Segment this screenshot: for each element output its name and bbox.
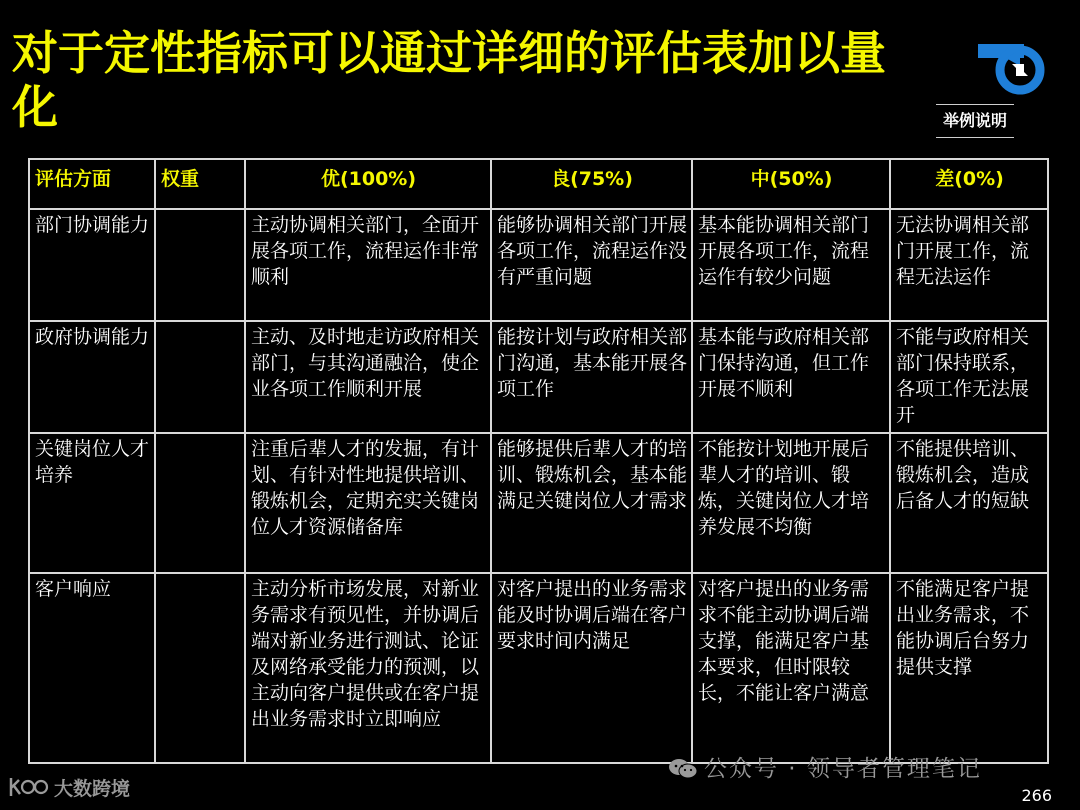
header-medium: 中(50%) bbox=[692, 159, 890, 209]
cell-good: 能够协调相关部门开展各项工作，流程运作没有严重问题 bbox=[491, 209, 692, 321]
cell-medium: 基本能与政府相关部门保持沟通，但工作开展不顺利 bbox=[692, 321, 890, 433]
cell-medium: 基本能协调相关部门开展各项工作，流程运作有较少问题 bbox=[692, 209, 890, 321]
cell-aspect: 部门协调能力 bbox=[29, 209, 155, 321]
brand-logo-icon bbox=[8, 776, 50, 803]
table-header-row bbox=[29, 159, 1048, 209]
watermark bbox=[668, 750, 982, 783]
table-row bbox=[29, 209, 1048, 321]
cell-good: 能够提供后辈人才的培训、锻炼机会，基本能满足关键岗位人才需求 bbox=[491, 433, 692, 573]
cell-excellent: 主动协调相关部门，全面开展各项工作，流程运作非常顺利 bbox=[245, 209, 491, 321]
cell-aspect: 政府协调能力 bbox=[29, 321, 155, 433]
cycle-arrows-logo-icon bbox=[976, 40, 1046, 96]
header-good: 良(75%) bbox=[491, 159, 692, 209]
cell-excellent: 注重后辈人才的发掘，有计划、有针对性地提供培训、锻炼机会，定期充实关键岗位人才资源储备库 bbox=[245, 433, 491, 573]
table-row bbox=[29, 433, 1048, 573]
cell-weight bbox=[155, 433, 245, 573]
cell-poor: 不能与政府相关部门保持联系，各项工作无法展开 bbox=[890, 321, 1048, 433]
cell-excellent: 主动、及时地走访政府相关部门，与其沟通融洽，使企业各项工作顺利开展 bbox=[245, 321, 491, 433]
watermark-text: 公众号 · 领导者管理笔记 bbox=[704, 756, 982, 782]
page-title: 对于定性指标可以通过详细的评估表加以量化 bbox=[12, 26, 886, 134]
table-row bbox=[29, 573, 1048, 763]
cell-excellent: 主动分析市场发展，对新业务需求有预见性，并协调后端对新业务进行测试、论证及网络承受能力的预测，以主动向客户提供或在客户提出业务需求时立即响应 bbox=[245, 573, 491, 763]
cell-medium: 不能按计划地开展后辈人才的培训、锻炼，关键岗位人才培养发展不均衡 bbox=[692, 433, 890, 573]
cell-poor: 不能满足客户提出业务需求，不能协调后台努力提供支撑 bbox=[890, 573, 1048, 763]
cell-weight bbox=[155, 321, 245, 433]
cell-aspect: 客户响应 bbox=[29, 573, 155, 763]
brand-text: 大数跨境 bbox=[54, 778, 131, 800]
table-row bbox=[29, 321, 1048, 433]
header-aspect: 评估方面 bbox=[29, 159, 155, 209]
cell-good: 对客户提出的业务需求能及时协调后端在客户要求时间内满足 bbox=[491, 573, 692, 763]
cell-good: 能按计划与政府相关部门沟通，基本能开展各项工作 bbox=[491, 321, 692, 433]
brand-mark bbox=[8, 774, 130, 803]
cell-poor: 不能提供培训、锻炼机会，造成后备人才的短缺 bbox=[890, 433, 1048, 573]
example-label: 举例说明 bbox=[936, 104, 1014, 138]
evaluation-table bbox=[28, 158, 1049, 764]
cell-weight bbox=[155, 573, 245, 763]
page-number: 266 bbox=[1021, 786, 1052, 805]
header-excellent: 优(100%) bbox=[245, 159, 491, 209]
cell-weight bbox=[155, 209, 245, 321]
cell-aspect: 关键岗位人才培养 bbox=[29, 433, 155, 573]
header-weight: 权重 bbox=[155, 159, 245, 209]
header-poor: 差(0%) bbox=[890, 159, 1048, 209]
cell-poor: 无法协调相关部门开展工作，流程无法运作 bbox=[890, 209, 1048, 321]
wechat-icon bbox=[668, 758, 698, 780]
cell-medium: 对客户提出的业务需求不能主动协调后端支撑，能满足客户基本要求，但时限较长，不能让客户满意 bbox=[692, 573, 890, 763]
